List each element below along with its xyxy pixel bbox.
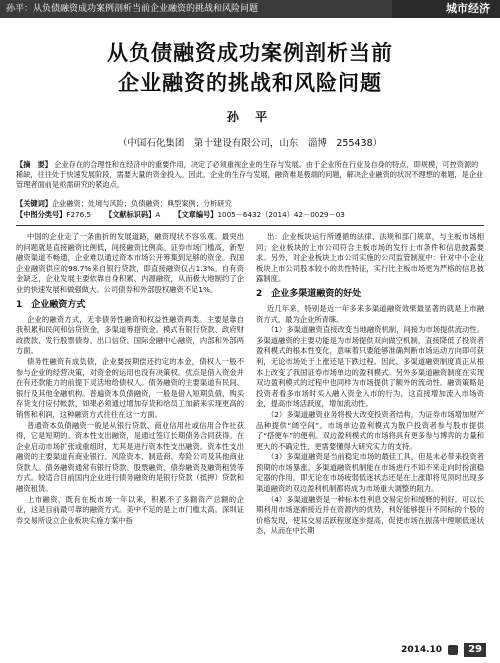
article-meta (16, 198, 484, 220)
keywords-label: 【关键词】 (16, 199, 52, 208)
abstract-label: 【摘 要】 (16, 160, 52, 169)
paragraph: （4）多渠道融资是一种标本性利息交易定价和缓释的利好。可以长期利用市场逐渐接近并在资源内的优势，利好能够提升不同标的个股的价格发现，使其交易活跃程度逐步提高，促使市场在振荡中理顺低迷状态，从而在中长期 (256, 494, 484, 536)
article-no-label: 【文章编号】 (174, 210, 218, 219)
right-column (256, 232, 484, 537)
doc-code-label: 【文献标识码】 (105, 210, 156, 219)
paragraph: （1）多渠道融资直接改变当地融资机制，间接为市场提供流动性。多渠道融资的主要功能是为市场提供双向做空机制，直接降低了投资者盈利模式的根本性变化，意味着只要能够准确判断市场运动方向即可获利，无论市场处于上涨还是下跌过程。因此，多渠道融资制度真正从根本上改变了我国证券市场单边的盈利模式。另外多渠道融资制度在实现双边盈利模式的过程中也同样为市场提供了额外的流动性。融资策略是投资者看多市场时买入融入资金入市的行为，这直接增加流入市场资金，提高市场活跃度，增加流动性。 (256, 325, 484, 409)
paragraph: 普通资本负债融资一般是从银行贷款、商业信用社或信用合作社获得，它是短期的。资本性支出融资，是通过签订长期债务合同获得。在企业启动市场扩张或重组时，尤其是进行资本性支出融资。资本性支出融资的主要渠道有商业银行、风险资本、制造商、寿险公司及其他商业贷款人。债务融资通常有银行贷款、股票融资、债券融资及融资租赁等方式。较适合目前国内企业进行债务融资的是银行贷款（抵押）贷款和融资租赁。 (16, 420, 244, 494)
abstract-text: 企业存在的合理性和在经济中的重要作用，决定了必须重视企业的生存与发展。由于企业所在行业及自身的特点，即规模，可控资源的稀缺，往往处于快速发展阶段，需要大量的资金投入。因此，企业的生存与发展，融资难是极端的问题，解决企业融资的状况不理想的难题，是企业管理者面前是亟需研究的紧迫点。 (16, 160, 484, 189)
article-no-value: 1005－6432（2014）42－0029－03 (217, 210, 345, 219)
paragraph: 企业的融资方式，无非债务性融资和权益性融资两类。主要是靠自我积累和民间和信贷资金，多渠道筹措资金。模式有银行贷款、政府财政拨款、发行股票债券、出口信贷、国际金融中心融资，内部和外部两方面。 (16, 314, 244, 356)
paragraph: 近几年来，特别是近一年多来多渠道融资效果最显著的就是上市融资方式，最为企业所青睐。 (256, 303, 484, 324)
page-number: 29 (464, 643, 486, 657)
section-heading: 2 企业多渠道融资的好处 (256, 288, 362, 299)
divider (16, 225, 484, 226)
author: 孙 平 (226, 110, 274, 124)
page-footer (401, 643, 486, 657)
section-heading: 1 企业融资方式 (16, 299, 86, 310)
doc-code-value: A (155, 210, 161, 219)
abstract (16, 160, 484, 190)
keywords: 企业融资；处境与风险；负债融资；典型案例；分析研究 (51, 199, 232, 208)
section-label: 城市经济 (392, 0, 500, 18)
title-line-2: 企业融资的挑战和风险问题 (118, 70, 382, 95)
article-title (0, 38, 500, 98)
paragraph: 上市融资，既有在板市场一年以来，积累不了多额资产总额的企业，这是目前最可靠的融资方式。美中不足的是上市门槛太高。深圳证券交易所设立企业板块实施方案中指 (16, 494, 244, 525)
clc-value: F276.5 (66, 210, 92, 219)
affiliation: （中国石化集团 第十建设有限公司，山东 淄博 255438） (117, 138, 383, 149)
left-column (16, 232, 244, 526)
running-title: 孙平：从负债融资成功案例剖析当前企业融资的挑战和风险问题 (0, 0, 392, 18)
classification-row (16, 209, 484, 220)
square-icon (448, 645, 458, 655)
title-line-1: 从负债融资成功案例剖析当前 (107, 40, 393, 65)
running-header (0, 0, 500, 18)
clc-label: 【中图分类号】 (16, 210, 67, 219)
paragraph: （3）多渠道融资是当前稳定市场的最佳工具，但是未必带来投资者预期的市场暴涨。多渠道融资机制能在市场进行不知不来走向时扮演稳定器的作用，即无论在市场疲弱低迷状态还是在上涨即将见顶时出现多渠道融资的双边盈利机制都将成为市场重大调整的阻力。 (256, 452, 484, 494)
paragraph: 出：企业板块运行所遵循的法律、法规和部门规章，与主板市场相同；企业板块的上市公司符合主板市场的发行上市条件和信息披露要求。另外，对企业板块上市公司实施的公司监管制度中：针对中小企业板块上市公司股本较小的共性特征，实行比主板市场更为严格的信息披露制度。 (256, 232, 484, 284)
keywords-row (16, 198, 484, 209)
issue-date: 2014.10 (401, 645, 443, 655)
paragraph: （2）多渠道融资业务将极大改变投资者结构，为证券市场增加财产品种提供“阔空间”。市场单边盈利模式为散户投资者参与股市提供了“搭便车”的便利。双边盈利模式的市场将具有更多参与博弈的力量和更大的不确定性，更需要懂得大研究实力的支持。 (256, 409, 484, 451)
paragraph: 中国的企业走了一条曲折的发展道路，融资现状不容乐观。最突出的问题就是直接融资比例低，间接融资比例高。证券市场门槛高，新型融资渠道不畅通，企业难以通过资本市场公开筹集到足够的资金。我国企业融资供应的98.7%来自银行贷款，即直接融资仅占1.3%。自有资金缺乏，企业发展主要依靠自身积累、内源融资，从而极大地制约了企业的快速发展和做强做大。公司债券和外部股权融资不足1%。 (16, 232, 244, 294)
paragraph: 债务性融资有成负债，企业要按期偿还约定的本金，债权人一般不参与企业的经营决策，对资金的运用也没有决策权。优点是借入资金并在有还款能力的前提下灵活地给债权人。债务融资的主要渠道有民间、银行及其他金融机构。普遍资本负债融资，一般是借入短期负债，购买存货支付应付帐款，如果必须通过增加存货和给员工加薪来实现更高的销售和利润，这种融资方式往往在这一方面。 (16, 356, 244, 419)
